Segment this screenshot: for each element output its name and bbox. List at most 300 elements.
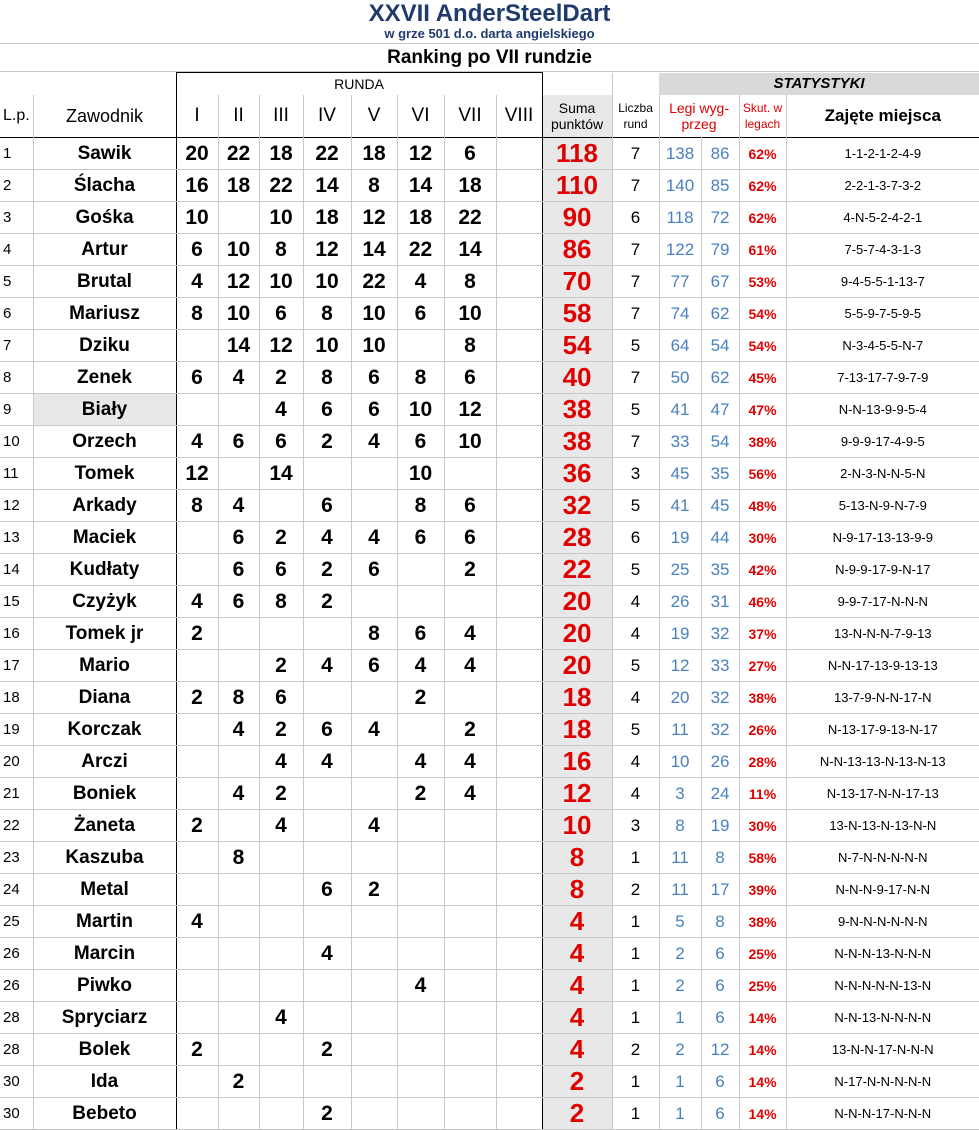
leg-efficiency: 38%: [739, 906, 786, 938]
legs-won: 1: [659, 1098, 701, 1130]
table-row: [0, 746, 979, 778]
rounds-played: 7: [612, 362, 659, 394]
round-score: [218, 458, 259, 490]
legs-won: 2: [659, 1034, 701, 1066]
round-score: 4: [218, 778, 259, 810]
leg-efficiency: 14%: [739, 1098, 786, 1130]
round-score: 4: [176, 906, 218, 938]
leg-efficiency: 27%: [739, 650, 786, 682]
round-score: [176, 1002, 218, 1034]
round-score: [351, 778, 397, 810]
row-lp: 26: [0, 938, 33, 970]
round-score: 4: [259, 1002, 303, 1034]
rounds-played: 7: [612, 426, 659, 458]
round-score: 10: [397, 394, 444, 426]
round-score: 10: [351, 330, 397, 362]
round-score: 2: [176, 682, 218, 714]
leg-efficiency: 37%: [739, 618, 786, 650]
player-name: Metal: [33, 874, 176, 906]
rounds-played: 1: [612, 1002, 659, 1034]
round-score: 2: [176, 810, 218, 842]
round-score: [496, 746, 542, 778]
total-points: 8: [542, 842, 612, 874]
round-score: [496, 1002, 542, 1034]
round-score: 2: [218, 1066, 259, 1098]
header-round-8: VIII: [496, 95, 542, 138]
round-score: [176, 1098, 218, 1130]
round-score: 2: [176, 1034, 218, 1066]
round-score: [218, 874, 259, 906]
round-score: [176, 874, 218, 906]
round-score: 6: [444, 362, 496, 394]
round-score: 22: [259, 170, 303, 202]
round-score: [496, 778, 542, 810]
player-name: Piwko: [33, 970, 176, 1002]
places-taken: 7-13-17-7-9-7-9: [786, 362, 979, 394]
round-score: [218, 202, 259, 234]
rounds-played: 4: [612, 778, 659, 810]
round-score: 2: [397, 778, 444, 810]
round-score: [397, 1066, 444, 1098]
player-name: Bebeto: [33, 1098, 176, 1130]
round-score: 2: [303, 586, 351, 618]
legs-won: 11: [659, 842, 701, 874]
round-score: [496, 906, 542, 938]
legs-lost: 54: [701, 426, 739, 458]
table-row: [0, 938, 979, 970]
round-score: 10: [397, 458, 444, 490]
round-score: 4: [351, 810, 397, 842]
round-score: 6: [397, 426, 444, 458]
round-score: [444, 1034, 496, 1066]
round-score: 14: [303, 170, 351, 202]
legs-lost: 62: [701, 362, 739, 394]
round-score: 14: [397, 170, 444, 202]
row-lp: 18: [0, 682, 33, 714]
leg-efficiency: 56%: [739, 458, 786, 490]
round-score: 2: [259, 778, 303, 810]
legs-lost: 32: [701, 682, 739, 714]
round-score: 6: [218, 426, 259, 458]
round-score: 20: [176, 138, 218, 170]
legs-won: 26: [659, 586, 701, 618]
round-score: 14: [218, 330, 259, 362]
round-score: [397, 330, 444, 362]
page-title: XXVII AnderSteelDart: [368, 0, 611, 27]
legs-won: 1: [659, 1002, 701, 1034]
legs-lost: 72: [701, 202, 739, 234]
round-score: 2: [303, 1034, 351, 1066]
rounds-played: 1: [612, 842, 659, 874]
round-score: 10: [351, 298, 397, 330]
player-name: Kudłaty: [33, 554, 176, 586]
rounds-played: 3: [612, 810, 659, 842]
table-row: [0, 522, 979, 554]
player-name: Mariusz: [33, 298, 176, 330]
rounds-played: 1: [612, 970, 659, 1002]
player-name: Spryciarz: [33, 1002, 176, 1034]
round-score: [444, 842, 496, 874]
round-score: [218, 970, 259, 1002]
round-score: [176, 522, 218, 554]
round-score: [496, 522, 542, 554]
round-score: 4: [444, 746, 496, 778]
round-score: [176, 938, 218, 970]
round-score: [259, 618, 303, 650]
round-score: [444, 458, 496, 490]
row-lp: 3: [0, 202, 33, 234]
header-round-5: V: [351, 95, 397, 138]
round-score: 6: [176, 234, 218, 266]
header-round-3: III: [259, 95, 303, 138]
total-points: 54: [542, 330, 612, 362]
leg-efficiency: 48%: [739, 490, 786, 522]
legs-won: 5: [659, 906, 701, 938]
table-row: [0, 842, 979, 874]
legs-lost: 86: [701, 138, 739, 170]
round-score: [259, 1098, 303, 1130]
total-points: 38: [542, 426, 612, 458]
table-row: [0, 586, 979, 618]
legs-won: 33: [659, 426, 701, 458]
rounds-played: 1: [612, 1098, 659, 1130]
total-points: 32: [542, 490, 612, 522]
leg-efficiency: 62%: [739, 202, 786, 234]
round-score: [351, 906, 397, 938]
row-lp: 28: [0, 1034, 33, 1066]
round-score: 10: [444, 298, 496, 330]
round-score: [397, 938, 444, 970]
leg-efficiency: 61%: [739, 234, 786, 266]
round-score: 2: [444, 714, 496, 746]
rounds-played: 2: [612, 874, 659, 906]
round-score: 4: [303, 746, 351, 778]
round-score: [218, 746, 259, 778]
places-taken: N-N-N-13-N-N-N: [786, 938, 979, 970]
row-lp: 26: [0, 970, 33, 1002]
places-taken: 5-5-9-7-5-9-5: [786, 298, 979, 330]
player-name: Dziku: [33, 330, 176, 362]
header-suma: Suma punktów: [542, 95, 612, 138]
round-score: [496, 234, 542, 266]
total-points: 86: [542, 234, 612, 266]
player-name: Czyżyk: [33, 586, 176, 618]
round-score: [496, 650, 542, 682]
round-score: [351, 682, 397, 714]
round-score: 6: [303, 714, 351, 746]
places-taken: N-N-13-N-N-N-N: [786, 1002, 979, 1034]
player-name: Diana: [33, 682, 176, 714]
round-score: [176, 394, 218, 426]
round-score: 4: [444, 650, 496, 682]
rounds-played: 7: [612, 138, 659, 170]
round-score: 4: [303, 650, 351, 682]
legs-lost: 47: [701, 394, 739, 426]
round-score: [351, 586, 397, 618]
round-score: 2: [303, 1098, 351, 1130]
legs-won: 45: [659, 458, 701, 490]
round-score: [351, 490, 397, 522]
leg-efficiency: 38%: [739, 682, 786, 714]
round-score: 4: [259, 394, 303, 426]
round-score: [496, 490, 542, 522]
total-points: 2: [542, 1098, 612, 1130]
header-liczba: Liczba rund: [612, 95, 659, 138]
rounds-played: 5: [612, 650, 659, 682]
round-score: [496, 810, 542, 842]
legs-won: 41: [659, 394, 701, 426]
round-score: [397, 842, 444, 874]
round-score: 14: [351, 234, 397, 266]
leg-efficiency: 30%: [739, 810, 786, 842]
round-score: [259, 1034, 303, 1066]
round-score: [303, 842, 351, 874]
legs-lost: 54: [701, 330, 739, 362]
round-score: 2: [176, 618, 218, 650]
round-score: [444, 1098, 496, 1130]
legs-won: 10: [659, 746, 701, 778]
round-score: [496, 202, 542, 234]
round-score: 4: [218, 362, 259, 394]
legs-lost: 45: [701, 490, 739, 522]
rounds-played: 1: [612, 938, 659, 970]
round-score: [351, 842, 397, 874]
round-score: 6: [397, 298, 444, 330]
legs-lost: 35: [701, 458, 739, 490]
legs-lost: 62: [701, 298, 739, 330]
round-score: 6: [218, 586, 259, 618]
round-score: [444, 1066, 496, 1098]
round-score: 18: [218, 170, 259, 202]
round-score: 2: [397, 682, 444, 714]
round-score: [259, 906, 303, 938]
player-name: Biały: [33, 394, 176, 426]
round-score: [303, 618, 351, 650]
legs-won: 138: [659, 138, 701, 170]
row-lp: 30: [0, 1098, 33, 1130]
table-row: [0, 394, 979, 426]
round-score: [218, 618, 259, 650]
row-lp: 19: [0, 714, 33, 746]
rounds-played: 7: [612, 298, 659, 330]
legs-lost: 32: [701, 714, 739, 746]
leg-efficiency: 39%: [739, 874, 786, 906]
round-score: 4: [303, 938, 351, 970]
row-lp: 28: [0, 1002, 33, 1034]
table-row: [0, 458, 979, 490]
total-points: 4: [542, 970, 612, 1002]
round-score: 6: [259, 298, 303, 330]
round-score: [444, 938, 496, 970]
header-zawodnik: Zawodnik: [33, 95, 176, 138]
legs-lost: 31: [701, 586, 739, 618]
total-points: 20: [542, 618, 612, 650]
total-points: 16: [542, 746, 612, 778]
round-score: 8: [444, 266, 496, 298]
places-taken: N-17-N-N-N-N-N: [786, 1066, 979, 1098]
header-skut: Skut. w legach: [739, 95, 786, 138]
rounds-played: 7: [612, 234, 659, 266]
legs-lost: 79: [701, 234, 739, 266]
total-points: 90: [542, 202, 612, 234]
row-lp: 1: [0, 138, 33, 170]
round-score: 4: [351, 426, 397, 458]
player-name: Tomek: [33, 458, 176, 490]
statystyki-header: STATYSTYKI: [659, 73, 979, 96]
header-lp: L.p.: [3, 107, 30, 124]
round-score: 8: [351, 170, 397, 202]
rounds-played: 3: [612, 458, 659, 490]
round-score: 16: [176, 170, 218, 202]
ranking-heading: Ranking po VII rundzie: [0, 44, 979, 72]
row-lp: 8: [0, 362, 33, 394]
legs-won: 1: [659, 1066, 701, 1098]
places-taken: N-7-N-N-N-N-N: [786, 842, 979, 874]
round-score: [496, 266, 542, 298]
round-score: [444, 682, 496, 714]
player-name: Arkady: [33, 490, 176, 522]
round-score: [303, 1066, 351, 1098]
total-points: 40: [542, 362, 612, 394]
round-score: 6: [444, 490, 496, 522]
round-score: 4: [351, 522, 397, 554]
round-score: 18: [303, 202, 351, 234]
total-points: 20: [542, 650, 612, 682]
player-name: Ida: [33, 1066, 176, 1098]
round-score: 2: [444, 554, 496, 586]
header-round-7: VII: [444, 95, 496, 138]
total-points: 18: [542, 714, 612, 746]
rounds-played: 5: [612, 490, 659, 522]
total-points: 8: [542, 874, 612, 906]
table-row: [0, 266, 979, 298]
round-score: [444, 970, 496, 1002]
round-score: [303, 906, 351, 938]
rounds-played: 5: [612, 554, 659, 586]
round-score: 2: [259, 650, 303, 682]
ranking-table: [0, 72, 979, 1130]
legs-won: 140: [659, 170, 701, 202]
total-points: 36: [542, 458, 612, 490]
round-score: [259, 938, 303, 970]
leg-efficiency: 42%: [739, 554, 786, 586]
round-score: [259, 1066, 303, 1098]
player-name: Tomek jr: [33, 618, 176, 650]
round-score: [397, 1002, 444, 1034]
leg-efficiency: 14%: [739, 1066, 786, 1098]
row-lp: 10: [0, 426, 33, 458]
leg-efficiency: 38%: [739, 426, 786, 458]
legs-won: 118: [659, 202, 701, 234]
round-score: 6: [303, 394, 351, 426]
table-row: [0, 618, 979, 650]
legs-won: 11: [659, 874, 701, 906]
round-score: 10: [303, 266, 351, 298]
round-score: [496, 426, 542, 458]
round-score: 4: [218, 714, 259, 746]
round-score: [176, 746, 218, 778]
round-score: 4: [259, 810, 303, 842]
round-score: 8: [259, 234, 303, 266]
row-lp: 12: [0, 490, 33, 522]
places-taken: N-N-N-17-N-N-N: [786, 1098, 979, 1130]
round-score: 6: [218, 522, 259, 554]
total-points: 20: [542, 586, 612, 618]
places-taken: 9-4-5-5-1-13-7: [786, 266, 979, 298]
row-lp: 5: [0, 266, 33, 298]
player-name: Żaneta: [33, 810, 176, 842]
round-score: 12: [218, 266, 259, 298]
player-name: Korczak: [33, 714, 176, 746]
table-row: [0, 202, 979, 234]
table-row: [0, 554, 979, 586]
round-score: 6: [176, 362, 218, 394]
round-score: [496, 682, 542, 714]
leg-efficiency: 25%: [739, 970, 786, 1002]
player-name: Gośka: [33, 202, 176, 234]
header-empty-lp: [0, 73, 33, 96]
row-lp: 6: [0, 298, 33, 330]
header-zajete: Zajęte miejsca: [786, 95, 979, 138]
header-row-top: [0, 73, 979, 96]
legs-won: 3: [659, 778, 701, 810]
legs-lost: 8: [701, 906, 739, 938]
leg-efficiency: 14%: [739, 1002, 786, 1034]
round-score: 8: [444, 330, 496, 362]
round-score: [176, 714, 218, 746]
rounds-played: 1: [612, 906, 659, 938]
round-score: [496, 874, 542, 906]
total-points: 4: [542, 938, 612, 970]
places-taken: N-N-13-9-9-5-4: [786, 394, 979, 426]
player-name: Ślacha: [33, 170, 176, 202]
round-score: 2: [259, 362, 303, 394]
round-score: [351, 1034, 397, 1066]
legs-lost: 33: [701, 650, 739, 682]
leg-efficiency: 54%: [739, 298, 786, 330]
round-score: 2: [303, 554, 351, 586]
round-score: [397, 874, 444, 906]
places-taken: N-N-17-13-9-13-13: [786, 650, 979, 682]
round-score: [303, 970, 351, 1002]
table-row: [0, 1034, 979, 1066]
leg-efficiency: 62%: [739, 138, 786, 170]
round-score: [496, 138, 542, 170]
total-points: 4: [542, 906, 612, 938]
places-taken: 13-N-13-N-13-N-N: [786, 810, 979, 842]
round-score: 18: [351, 138, 397, 170]
runda-header: RUNDA: [176, 73, 542, 96]
rounds-played: 5: [612, 714, 659, 746]
places-taken: N-3-4-5-5-N-7: [786, 330, 979, 362]
round-score: 14: [259, 458, 303, 490]
rounds-played: 2: [612, 1034, 659, 1066]
round-score: 8: [303, 362, 351, 394]
round-score: 6: [351, 362, 397, 394]
round-score: 6: [303, 874, 351, 906]
leg-efficiency: 14%: [739, 1034, 786, 1066]
leg-efficiency: 47%: [739, 394, 786, 426]
table-row: [0, 682, 979, 714]
round-score: 8: [303, 298, 351, 330]
row-lp: 16: [0, 618, 33, 650]
round-score: 10: [218, 234, 259, 266]
legs-won: 20: [659, 682, 701, 714]
round-score: [496, 362, 542, 394]
round-score: [218, 938, 259, 970]
table-row: [0, 906, 979, 938]
round-score: [259, 842, 303, 874]
